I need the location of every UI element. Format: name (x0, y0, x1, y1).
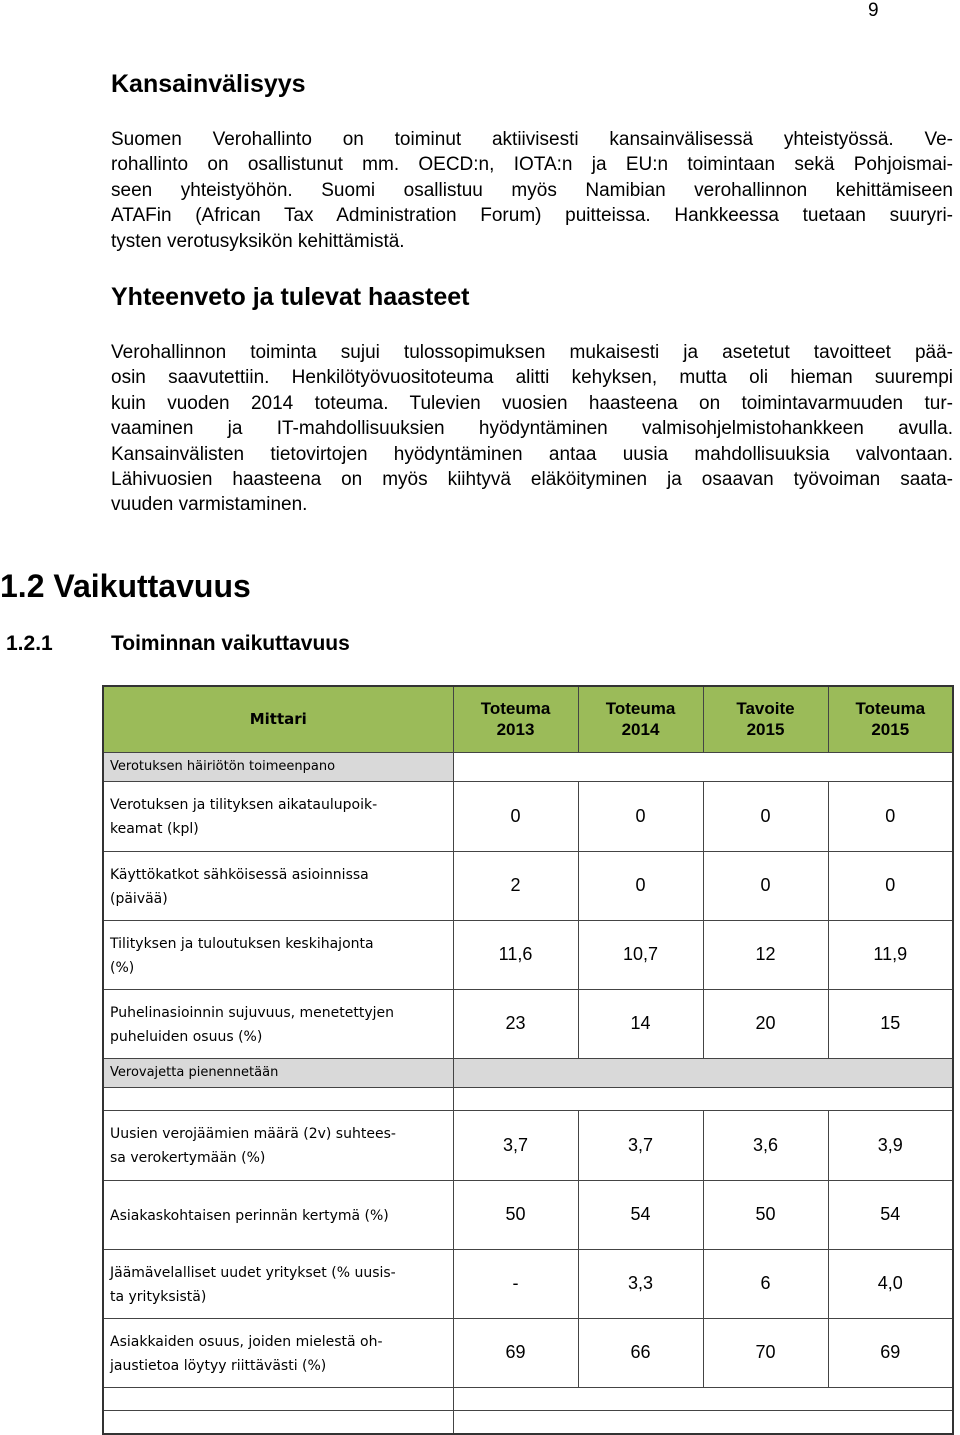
value-cell: 20 (703, 989, 828, 1058)
group-label: Verotuksen häiriötön toimeenpano (103, 752, 453, 781)
paragraph-summary (111, 340, 953, 518)
paragraph-line: Suomen Verohallinto on toiminut aktiivisesti kansainvälisessä yhteistyössä. Ve- (111, 129, 953, 150)
value-cell: 11,9 (828, 920, 953, 989)
value-cell: 69 (453, 1318, 578, 1387)
value-cell: 66 (578, 1318, 703, 1387)
header-toteuma-2014: Toteuma 2014 (578, 686, 703, 752)
table-header-row (103, 686, 953, 752)
paragraph-line: Lähivuosien haasteena on myös kiihtyvä eläköityminen ja osaavan työvoiman saata- (111, 468, 953, 490)
subsection-number: 1.2.1 (6, 632, 53, 655)
group-label: Verovajetta pienennetään (103, 1058, 453, 1087)
metrics-table (102, 685, 954, 1435)
section-heading: 1.2 Vaikuttavuus (0, 568, 251, 604)
value-cell: 0 (828, 851, 953, 920)
metric-name: Asiakaskohtaisen perinnän kertymä (%) (103, 1180, 453, 1249)
value-cell: 3,3 (578, 1249, 703, 1318)
value-cell: 15 (828, 989, 953, 1058)
value-cell: 3,7 (453, 1110, 578, 1180)
value-cell: 0 (453, 781, 578, 851)
table-group-row (103, 752, 953, 781)
table-row (103, 1180, 953, 1249)
value-cell: 50 (703, 1180, 828, 1249)
page-number: 9 (868, 0, 879, 21)
value-cell: 10,7 (578, 920, 703, 989)
metric-name: Käyttökatkot sähköisessä asioinnissa (päivää) (103, 851, 453, 920)
value-cell: - (453, 1249, 578, 1318)
spacer-row (103, 1087, 953, 1110)
value-cell: 0 (703, 851, 828, 920)
metric-name: Verotuksen ja tilityksen aikataulupoik- keamat (kpl) (103, 781, 453, 851)
metric-name: Uusien verojäämien määrä (2v) suhtees- sa verokertymään (%) (103, 1110, 453, 1180)
value-cell: 50 (453, 1180, 578, 1249)
table-row (103, 851, 953, 920)
paragraph-international (111, 127, 953, 254)
value-cell: 69 (828, 1318, 953, 1387)
metric-name: Tilityksen ja tuloutuksen keskihajonta (%) (103, 920, 453, 989)
value-cell: 0 (578, 851, 703, 920)
paragraph-line: rohallinto on osallistunut mm. OECD:n, IOTA:n ja EU:n toimintaan sekä Pohjoismai- (111, 154, 953, 176)
table-row (103, 781, 953, 851)
value-cell: 11,6 (453, 920, 578, 989)
value-cell: 12 (703, 920, 828, 989)
paragraph-line: Kansainvälisten tietovirtojen hyödyntäminen antaa uusia mahdollisuuksia valvontaan. (111, 443, 953, 465)
paragraph-line: vuuden varmistaminen. (111, 494, 308, 516)
value-cell: 54 (828, 1180, 953, 1249)
paragraph-line: vaaminen ja IT-mahdollisuuksien hyödyntäminen valmisohjelmistohankkeen avulla. (111, 418, 953, 440)
table-row (103, 1249, 953, 1318)
value-cell: 2 (453, 851, 578, 920)
paragraph-line: osin saavutettiin. Henkilötyövuositoteuma alitti kehyksen, mutta oli hieman suurempi (111, 367, 953, 389)
metric-name: Asiakkaiden osuus, joiden mielestä oh- jaustietoa löytyy riittävästi (%) (103, 1318, 453, 1387)
header-toteuma-2015: Toteuma 2015 (828, 686, 953, 752)
header-mittari: Mittari (103, 686, 453, 752)
subsection-heading (6, 632, 350, 656)
paragraph-line: Verohallinnon toiminta sujui tulossopimuksen mukaisesti ja asetetut tavoitteet pää- (111, 342, 953, 363)
table-row (103, 920, 953, 989)
paragraph-line: kuin vuoden 2014 toteuma. Tulevien vuosien haasteena on toimintavarmuuden tur- (111, 392, 953, 414)
header-toteuma-2013: Toteuma 2013 (453, 686, 578, 752)
heading-kansainvalisyys: Kansainvälisyys (111, 70, 306, 98)
table-row (103, 989, 953, 1058)
value-cell: 0 (703, 781, 828, 851)
metric-name: Jäämävelalliset uudet yritykset (% uusis- ta yrityksistä) (103, 1249, 453, 1318)
table-row (103, 1318, 953, 1387)
value-cell: 23 (453, 989, 578, 1058)
paragraph-line: tysten verotusyksikön kehittämistä. (111, 230, 405, 252)
value-cell: 3,6 (703, 1110, 828, 1180)
value-cell: 0 (828, 781, 953, 851)
value-cell: 6 (703, 1249, 828, 1318)
header-tavoite-2015: Tavoite 2015 (703, 686, 828, 752)
value-cell: 4,0 (828, 1249, 953, 1318)
spacer-row (103, 1387, 953, 1410)
value-cell: 70 (703, 1318, 828, 1387)
value-cell: 3,9 (828, 1110, 953, 1180)
value-cell: 3,7 (578, 1110, 703, 1180)
value-cell: 14 (578, 989, 703, 1058)
paragraph-line: seen yhteistyöhön. Suomi osallistuu myös Namibian verohallinnon kehittämiseen (111, 179, 953, 201)
metric-name: Puhelinasioinnin sujuvuus, menetettyjen puheluiden osuus (%) (103, 989, 453, 1058)
subsection-title: Toiminnan vaikuttavuus (111, 632, 350, 655)
table-group-row (103, 1058, 953, 1087)
table-row (103, 1110, 953, 1180)
value-cell: 54 (578, 1180, 703, 1249)
value-cell: 0 (578, 781, 703, 851)
heading-summary: Yhteenveto ja tulevat haasteet (111, 283, 470, 311)
paragraph-line: ATAFin (African Tax Administration Forum) puitteissa. Hankkeessa tuetaan suuryri- (111, 205, 953, 227)
